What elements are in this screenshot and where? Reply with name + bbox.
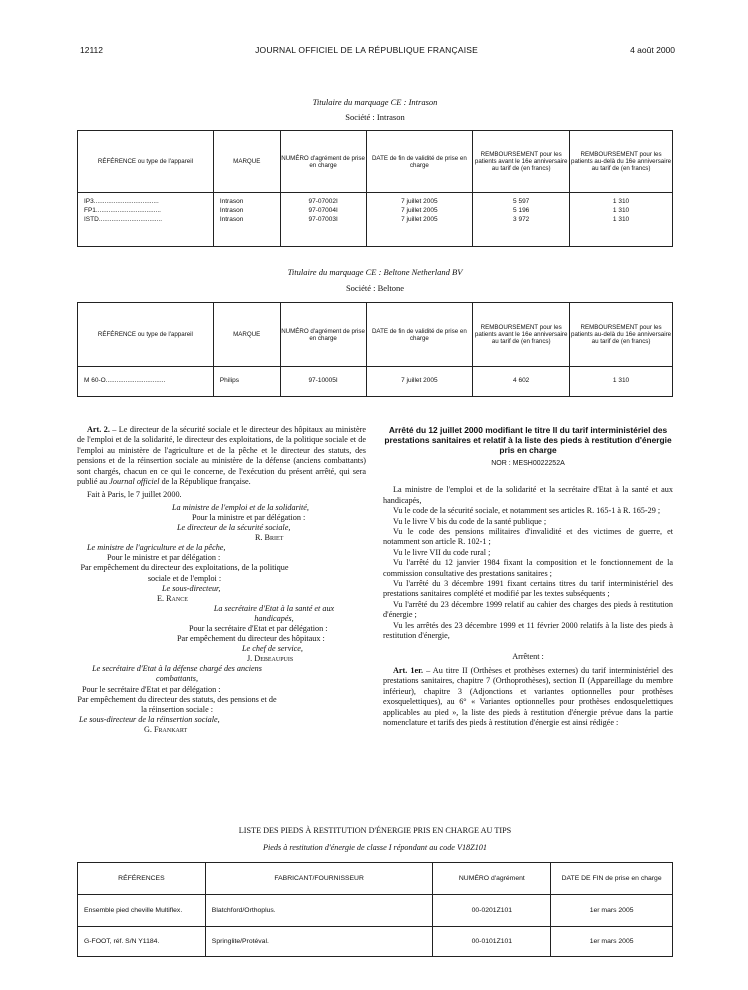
cell-numeros: 97-07002I 97-07004I 97-07003I [280,193,366,247]
page-number: 12112 [80,45,104,55]
article-1: Art. 1er. – Au titre II (Orthèses et prothèses externes) du tarif interministériel des prestations sanitaires, chapitre 7 (Orthoprothèses), section II (Appareillage du membre inférieur), chapitre 3 (Adjonctions et variantes optionnelles pour prothèses exosquelettiques), au 6° « Variantes optionnelles pour prothèses endosquelettiques applicables au pied », la liste des pieds à restitution d'énergie prévue dans la partie nomenclature et tarifs des pieds à restitution d'énergie est ainsi rédigée : [383,665,673,727]
col-remb-avant: REMBOURSEMENT pour les patients avant le 16e anniversaire au tarif de (en francs) [473,131,570,193]
col-date: DATE de fin de validité de prise en charge [366,131,473,193]
visas: La ministre de l'emploi et de la solidarité et la secrétaire d'Etat à la santé et aux handicapés, Vu le code de la sécurité sociale, et notamment ses articles R. 165-1 à R. 165-29 ; Vu le livre V bis du code de la santé publique ; Vu le code des pensions militaires d'invalidité et des victimes de guerre, et notamment son article R. 102-1 ; Vu le livre VII du code rural ; Vu l'arrêté du 12 janvier 1984 fixant la composition et le fonctionnement de la commission consultative des prestations sanitaires ; Vu l'arrêté du 3 décembre 1991 fixant certains titres du tarif interministériel des prestations sanitaires complété et modifié par les textes subséquents ; Vu l'arrêté du 23 décembre 1999 relatif au cahier des charges des pieds à restitution d'énergie ; Vu les arrêtés des 23 décembre 1999 et 11 février 2000 relatifs à la liste des pieds à restitution d'énergie, [383,485,673,641]
section1-titular: Titulaire du marquage CE : Intrason [312,97,438,107]
right-column [383,425,673,728]
col-numero: NUMÉRO d'agrément de prise en charge [280,131,366,193]
table-row: Ensemble pied cheville Multiflex. Blatchford/Orthoplus. 00-0201Z101 1er mars 2005 [78,895,673,927]
list-item: ISTD................................... [84,216,163,223]
arretent: Arrêtent : [512,651,544,661]
col-date-fin: DATE DE FIN de prise en charge [551,863,673,895]
list-item: FP1.................................... [84,207,161,214]
journal-title: JOURNAL OFFICIEL DE LA RÉPUBLIQUE FRANÇAISE [255,45,478,55]
list-subtitle: Pieds à restitution d'énergie de classe I répondant au code V18Z101 [263,843,487,852]
cell-remb-apres: 1 310 1 310 1 310 [570,193,673,247]
col-reference: RÉFÉRENCE ou type de l'appareil [78,131,214,193]
table-pieds [77,862,673,957]
page-header [80,45,675,55]
left-column [77,425,366,735]
section1-societe: Société : Intrason [345,112,405,122]
cell-references [78,193,214,247]
table-row: M 60-O................................. [78,367,214,397]
issue-date: 4 août 2000 [630,45,675,55]
col-numero-agrement: NUMÉRO d'agrément [433,863,551,895]
col-references: RÉFÉRENCES [78,863,206,895]
list-item: IP3.................................... [84,198,159,205]
table-row: G-FOOT, réf. S/N Y1184. Springlite/Protéval. 00-0101Z101 1er mars 2005 [78,927,673,957]
signatures: La ministre de l'emploi et de la solidarité, Pour la ministre et par délégation : Le directeur de la sécurité sociale, R. Briet Le ministre de l'agriculture et de la pêche, Pour le ministre et par délégation : Par empêchement du directeur des exploitations, de la politique sociale et de l'emploi : Le sous-directeur, E. Rance La secrétaire d'Etat à la santé et aux handicapés, Pour la secrétaire d'Etat et par délégation : Par empêchement du directeur des hôpitaux : Le chef de service, J. Debeaupuis Le secrétaire d'Etat à la défense chargé des anciens combattants, Pour le secrétaire d'Etat et par délégation : Par empêchement du directeur des statuts, des pensions et de la réinsertion sociale : Le sous-directeur de la réinsertion sociale, G. Frankart [77,502,335,734]
cell-marques: Intrason Intrason Intrason [213,193,280,247]
col-remb-apres: REMBOURSEMENT pour les patients au-delà du 16e anniversaire au tarif de (en francs) [570,131,673,193]
col-fabricant: FABRICANT/FOURNISSEUR [205,863,433,895]
section2-titular: Titulaire du marquage CE : Beltone Netherland BV [287,267,463,277]
table-intrason [77,130,673,247]
section2-societe: Société : Beltone [345,283,405,293]
cell-remb-avant: 5 597 5 196 3 972 [473,193,570,247]
fait-a-paris: Fait à Paris, le 7 juillet 2000. [87,490,182,500]
col-marque: MARQUE [213,131,280,193]
nor: NOR : MESH0022252A [491,460,565,467]
article-2: Art. 2. – Le directeur de la sécurité sociale et le directeur des hôpitaux au ministère de l'emploi et de la solidarité, le directeur des exploitations, de la politique sociale et de l'emploi au ministère de l'agriculture et de la pêche et le directeur des statuts, des pensions et de la réinsertion sociale au ministère de la défense (anciens combattants) sont chargés, chacun en ce qui le concerne, de l'exécution du présent arrêté, qui sera publié au Journal officiel de la République française. [77,425,366,487]
cell-dates: 7 juillet 2005 7 juillet 2005 7 juillet 2005 [366,193,473,247]
decree-title: Arrêté du 12 juillet 2000 modifiant le titre II du tarif interministériel des prestations sanitaires et relatif à la liste des pieds à restitution d'énergie pris en charge [384,425,672,455]
table-beltone: RÉFÉRENCE ou type de l'appareil MARQUE NUMÉRO d'agrément de prise en charge DATE de fin de validité de prise en charge REMBOURSEMENT pour les patients avant le 16e anniversaire au tarif de (en francs) REMBOURSEMENT pour les patients au-delà du 16e anniversaire au tarif de (en francs) M 60-O................................. Philips 97-10005I 7 juillet 2005 4 602 1 310 [77,302,673,397]
list-title: LISTE DES PIEDS À RESTITUTION D'ÉNERGIE PRIS EN CHARGE AU TIPS [238,826,512,835]
